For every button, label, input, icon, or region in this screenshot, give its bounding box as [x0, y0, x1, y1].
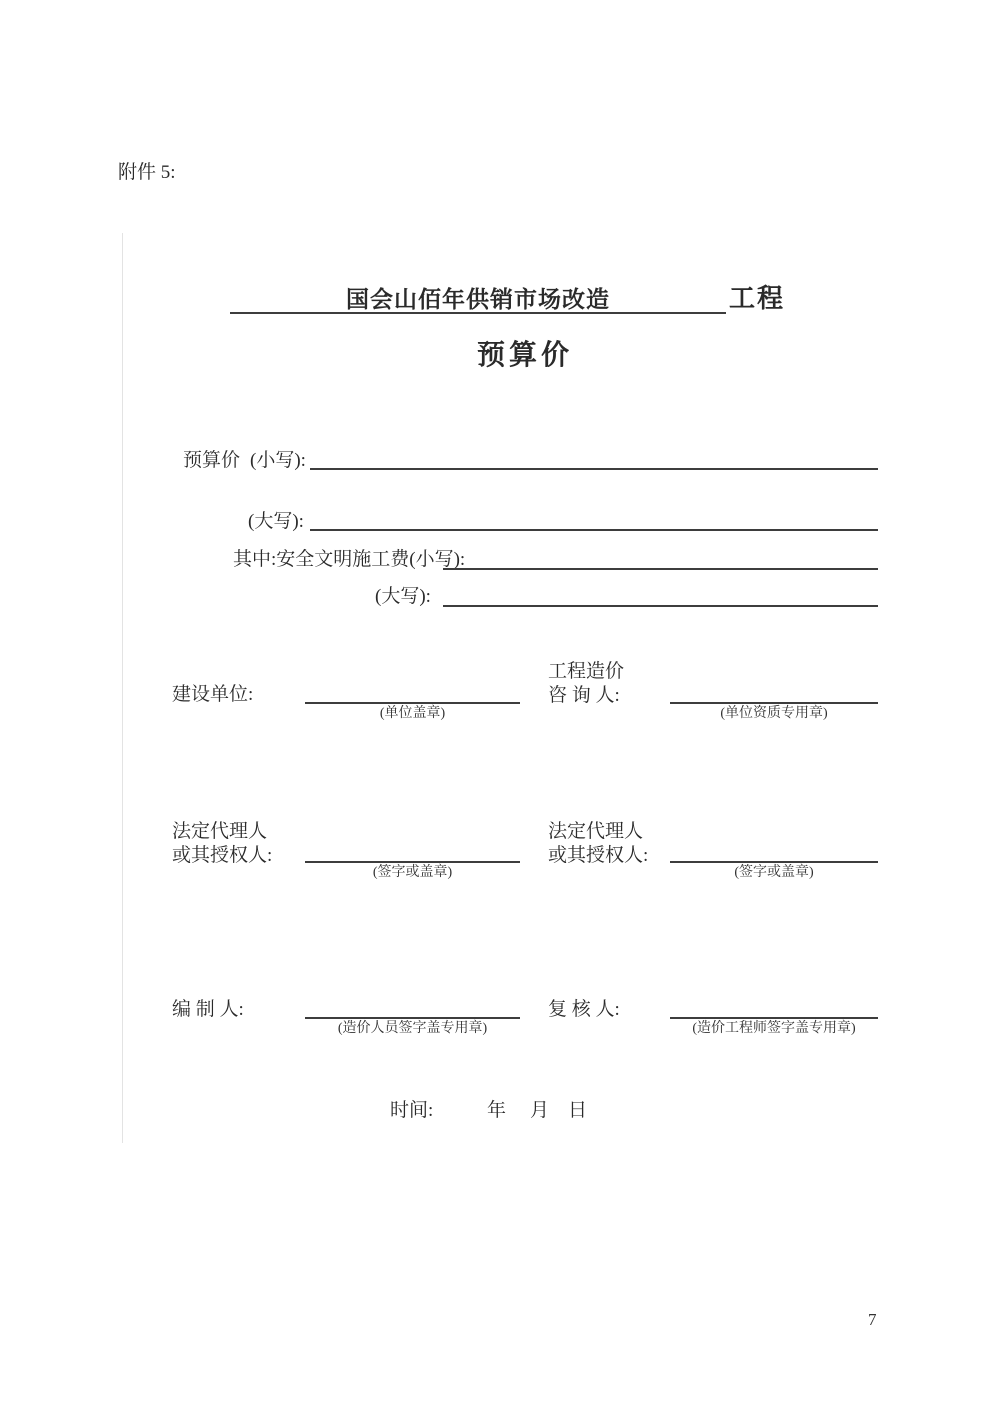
project-name-underline	[230, 312, 726, 314]
budget-uppercase-label: (大写):	[248, 511, 304, 532]
time-day-label: 日	[568, 1100, 588, 1121]
legal-rep-left-label-line2: 或其授权人:	[172, 845, 273, 866]
legal-rep-right-label-line1: 法定代理人	[548, 821, 644, 842]
cost-consultant-label-line2: 咨 询 人:	[548, 685, 620, 706]
reviewer-label: 复 核 人:	[548, 999, 620, 1020]
legal-rep-left-label-line1: 法定代理人	[172, 821, 268, 842]
content-border-line	[122, 233, 123, 1143]
attachment-label: 附件 5:	[118, 162, 176, 183]
form-heading: 预算价	[476, 340, 573, 371]
time-label: 时间:	[390, 1100, 434, 1121]
cost-consultant-line	[670, 702, 878, 704]
budget-lowercase-label: (小写):	[250, 450, 306, 471]
time-year-label: 年	[487, 1100, 507, 1121]
cost-consultant-caption: (单位资质专用章)	[720, 706, 828, 721]
budget-lowercase-line	[310, 468, 878, 470]
reviewer-caption: (造价工程师签字盖专用章)	[692, 1021, 856, 1036]
safety-fee-lowercase-line	[443, 568, 878, 570]
title-suffix: 工程	[729, 284, 786, 313]
page-number: 7	[868, 1310, 877, 1329]
time-month-label: 月	[530, 1100, 550, 1121]
cost-consultant-label-line1: 工程造价	[548, 661, 625, 682]
preparer-caption: (造价人员签字盖专用章)	[337, 1021, 488, 1036]
construction-unit-caption: (单位盖章)	[379, 706, 446, 721]
safety-fee-uppercase-label: (大写):	[375, 586, 431, 607]
construction-unit-label: 建设单位:	[172, 684, 254, 705]
reviewer-line	[670, 1017, 878, 1019]
legal-rep-right-label-line2: 或其授权人:	[548, 845, 649, 866]
preparer-line	[305, 1017, 520, 1019]
legal-rep-right-caption: (签字或盖章)	[734, 865, 814, 880]
project-name-title: 国会山佰年供销市场改造	[346, 287, 610, 312]
legal-rep-left-line	[305, 861, 520, 863]
construction-unit-line	[305, 702, 520, 704]
safety-fee-label: 其中:安全文明施工费(小写):	[233, 549, 466, 570]
preparer-label: 编 制 人:	[172, 999, 244, 1020]
budget-uppercase-line	[310, 529, 878, 531]
legal-rep-left-caption: (签字或盖章)	[372, 865, 453, 880]
safety-fee-uppercase-line	[443, 605, 878, 607]
budget-label: 预算价	[183, 450, 241, 471]
legal-rep-right-line	[670, 861, 878, 863]
